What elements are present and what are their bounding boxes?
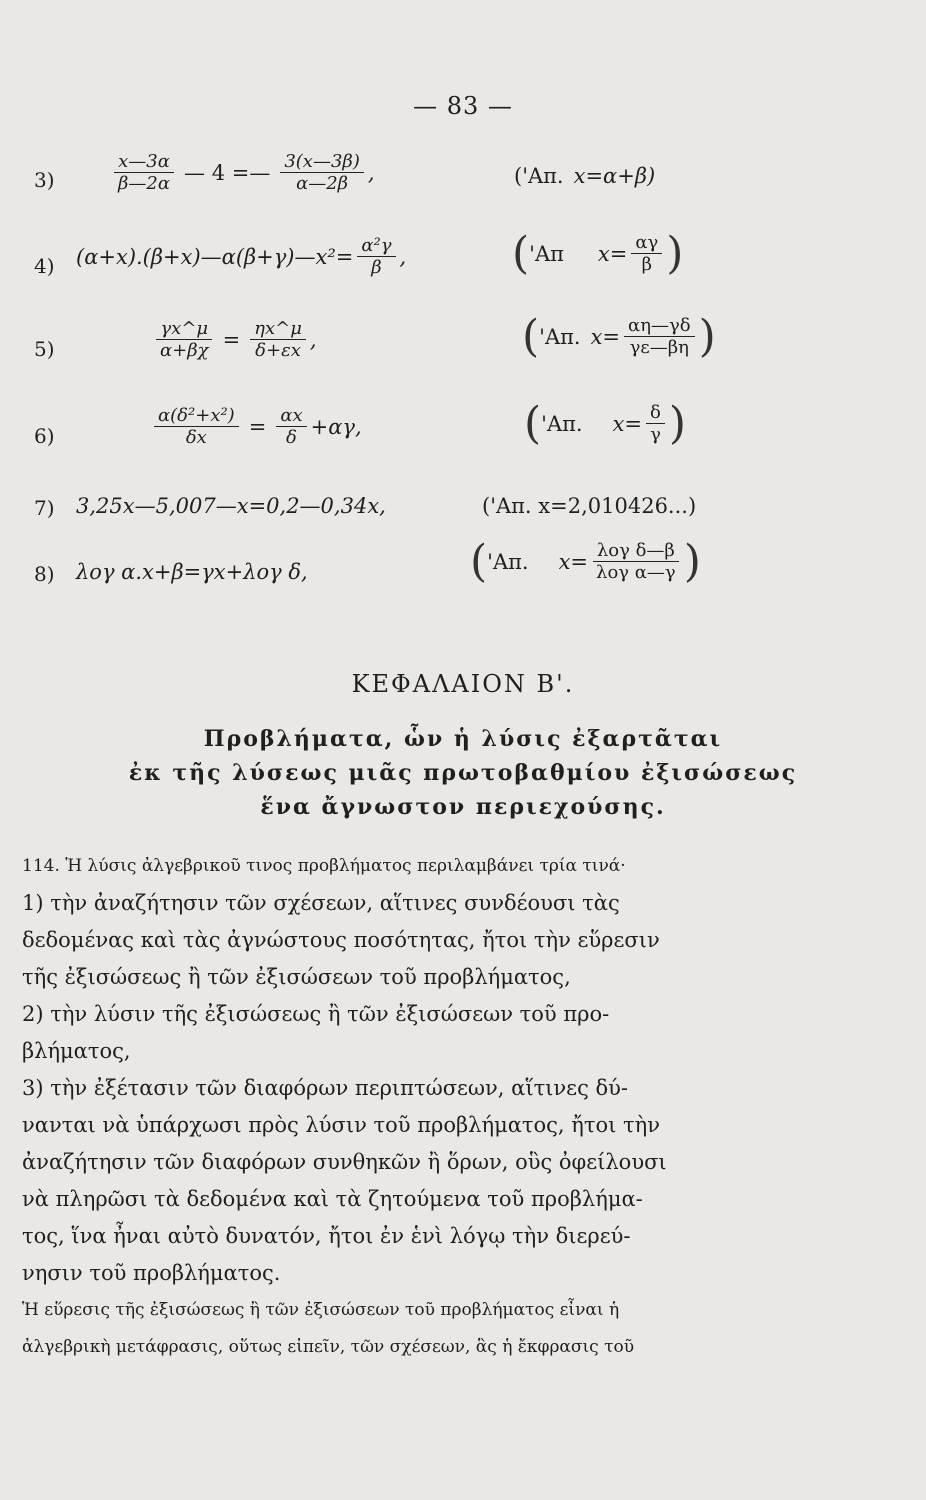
equation-3	[0, 150, 926, 210]
text-line: βλήματος,	[22, 1039, 131, 1063]
equation-7	[0, 484, 926, 544]
equation-expression: $\frac{\gamma x\^{}\mu}{\alpha+\beta\chi}$ = $\frac{\eta x\^{}\mu}{\delta+\varepsilon x}$ ,	[152, 319, 317, 361]
equation-5	[0, 311, 926, 375]
section-subtitle-line: ἕνα ἄγνωστον περιεχούσης.	[260, 794, 666, 820]
body-text	[22, 848, 890, 1366]
text-line: νησιν τοῦ προβλήματος.	[22, 1261, 281, 1285]
equation-number: 8)	[34, 562, 55, 586]
equation-answer: ('Απ. x=2,010426...)	[482, 494, 697, 518]
equation-number: 5)	[34, 337, 55, 361]
text-line: τῆς ἐξισώσεως ἢ τῶν ἐξισώσεων τοῦ προβλήματος,	[22, 965, 571, 989]
equation-expression: $\frac{\text{α(δ²+x²)}}{\delta x}$ = $\frac{\alpha x}{\delta}$ +αγ,	[150, 406, 362, 448]
text-line: νανται νὰ ὑπάρχωσι πρὸς λύσιν τοῦ προβλήματος, ἤτοι τὴν	[22, 1113, 660, 1137]
text-line: ἀλγεβρικὴ μετάφρασις, οὕτως εἰπεῖν, τῶν σχέσεων, ἃς ἡ ἔκφρασις τοῦ	[22, 1337, 635, 1357]
equation-expression: $\frac{x—3\alpha}{\beta—2\alpha}$ — 4 =— $\frac{3(x—3\beta)}{\alpha—2\beta}$ ,	[110, 152, 375, 194]
section-subtitle-line: Προβλήματα, ὧν ἡ λύσις ἐξαρτᾶται	[203, 726, 723, 752]
text-line: δεδομένας καὶ τὰς ἀγνώστους ποσότητας, ἤτοι τὴν εὕρεσιν	[22, 928, 660, 952]
text-line: 2) τὴν λύσιν τῆς ἐξισώσεως ἢ τῶν ἐξισώσεων τοῦ προ-	[22, 1002, 610, 1026]
section-subtitle-line: ἐκ τῆς λύσεως μιᾶς πρωτοβαθμίου ἐξισώσεως	[128, 760, 798, 786]
text-line: ἀναζήτησιν τῶν διαφόρων συνθηκῶν ἢ ὅρων, οὓς ὀφείλουσι	[22, 1150, 667, 1174]
text-line: νὰ πληρῶσι τὰ δεδομένα καὶ τὰ ζητούμενα τοῦ προβλήμα-	[22, 1187, 643, 1211]
equation-4	[0, 228, 926, 292]
equation-expression: 3,25x—5,007—x=0,2—0,34x,	[76, 494, 386, 518]
equation-expression: (α+x).(β+x)—α(β+γ)—x²= $\frac{\text{α²γ}}{\beta}$ ,	[76, 235, 407, 278]
text-line: 3) τὴν ἐξέτασιν τῶν διαφόρων περιπτώσεων, αἵτινες δύ-	[22, 1076, 629, 1100]
equation-number: 4)	[34, 254, 55, 278]
equation-8	[0, 536, 926, 600]
equation-number: 6)	[34, 424, 55, 448]
equation-number: 3)	[34, 168, 55, 192]
equation-number: 7)	[34, 496, 55, 520]
equation-answer: ( 'Απ. x= $\frac{\text{λογ δ—β}}{\text{λογ α—γ}}$ )	[470, 536, 701, 587]
equation-expression: λογ α.x+β=γx+λογ δ,	[76, 560, 308, 584]
text-line: 1) τὴν ἀναζήτησιν τῶν σχέσεων, αἵτινες συνδέουσι τὰς	[22, 891, 620, 915]
equation-answer: ( 'Απ. x= $\frac{\alpha\eta—\gamma\delta}{\gamma\varepsilon—\beta\eta}$ )	[522, 311, 716, 362]
page-number: — 83 —	[413, 92, 513, 120]
equation-answer: ('Απ. x=α+β)	[514, 164, 656, 188]
equation-answer: ( 'Απ. x= $\frac{\delta}{\gamma}$ )	[524, 398, 687, 449]
text-line: Ἡ εὕρεσις τῆς ἐξισώσεως ἢ τῶν ἐξισώσεων τοῦ προβλήματος εἶναι ἡ	[22, 1300, 620, 1320]
equation-answer: ( 'Απ x= $\frac{\alpha\gamma}{\beta}$ )	[512, 228, 684, 279]
equation-6	[0, 398, 926, 462]
text-line: τος, ἵνα ἦναι αὐτὸ δυνατόν, ἤτοι ἐν ἑνὶ λόγῳ τὴν διερεύ-	[22, 1224, 631, 1248]
text-line: 114. Ἡ λύσις ἀλγεβρικοῦ τινος προβλήματος περιλαμβάνει τρία τινά·	[22, 856, 626, 876]
chapter-title: ΚΕΦΑΛΑΙΟΝ Β'.	[351, 670, 575, 698]
